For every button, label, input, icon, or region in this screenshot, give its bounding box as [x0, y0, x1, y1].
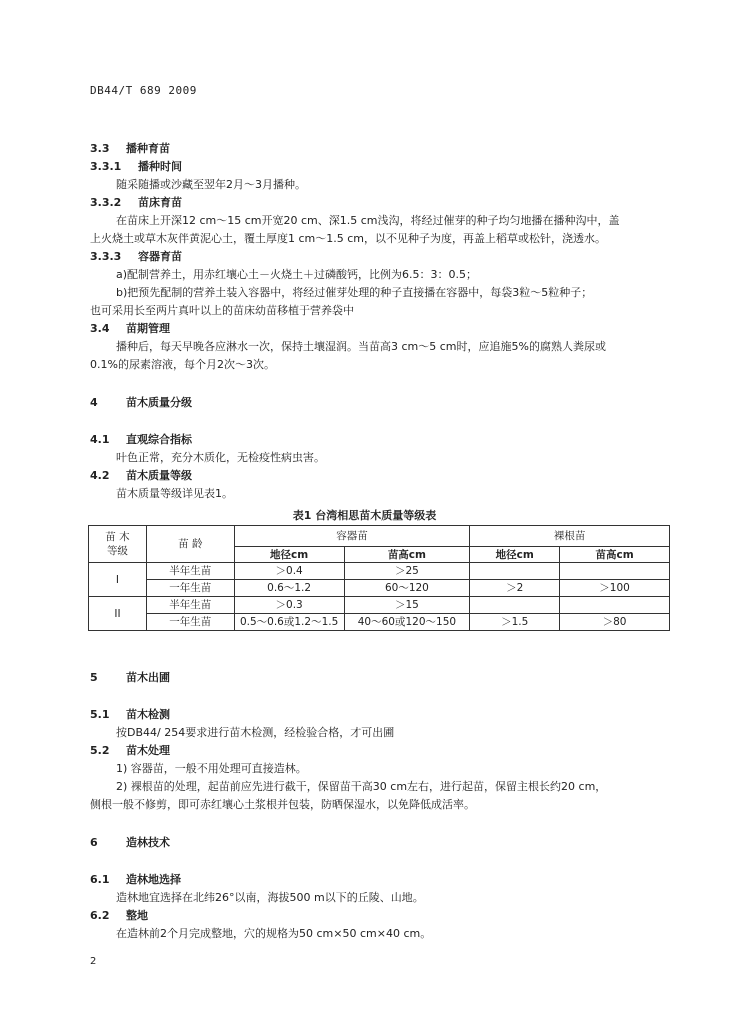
header-age: 苗 龄 [146, 526, 234, 563]
section-3-3-2-text-line1: 在苗床上开深12 cm～15 cm开宽20 cm、深1.5 cm浅沟，将经过催芽的种子均匀地播在播种沟中，盖 [116, 214, 620, 227]
section-5-2-item-1: 1) 容器苗，一般不用处理可直接造林。 [116, 762, 307, 775]
section-3-3-1-heading: 3.3.1 播种时间 [90, 160, 182, 173]
header-container-diameter: 地径cm [234, 547, 344, 563]
container-diameter-cell: ＞0.4 [234, 563, 344, 580]
header-bare-diameter: 地径cm [470, 547, 560, 563]
header-bare-height: 苗高cm [560, 547, 670, 563]
seedling-grade-table [88, 525, 670, 631]
bare-diameter-cell [470, 563, 560, 580]
section-3-4-text-line1: 播种后，每天早晚各应淋水一次，保持土壤湿润。当苗高3 cm～5 cm时，应追施5%的腐熟人粪尿或 [116, 340, 606, 353]
section-5-2-heading: 5.2 苗木处理 [90, 744, 170, 757]
section-5-1-heading: 5.1 苗木检测 [90, 708, 170, 721]
section-4-1-heading: 4.1 直观综合指标 [90, 433, 192, 446]
section-3-4-heading: 3.4 苗期管理 [90, 322, 170, 335]
header-container-seedling: 容器苗 [234, 526, 470, 547]
section-3-3-2-text-line2: 上火烧土或草木灰伴黄泥心土，覆土厚度1 cm～1.5 cm，以不见种子为度，再盖上稻草或松针，浇透水。 [90, 232, 607, 245]
section-4-heading: 4 苗木质量分级 [90, 396, 192, 409]
table-row [89, 580, 670, 597]
section-6-1-heading: 6.1 造林地选择 [90, 873, 181, 886]
header-container-height: 苗高cm [344, 547, 470, 563]
container-diameter-cell: ＞0.3 [234, 597, 344, 614]
section-4-1-text: 叶色正常，充分木质化，无检疫性病虫害。 [116, 451, 325, 464]
table-row [89, 614, 670, 631]
section-3-3-3-heading: 3.3.3 容器育苗 [90, 250, 182, 263]
age-cell: 半年生苗 [146, 563, 234, 580]
section-6-heading: 6 造林技术 [90, 836, 170, 849]
container-height-cell: ＞15 [344, 597, 470, 614]
page-number: 2 [90, 956, 97, 967]
table-row [89, 563, 670, 580]
section-3-3-3-item-b: b)把预先配制的营养土装入容器中，将经过催芽处理的种子直接播在容器中，每袋3粒～5粒种子； [116, 286, 593, 299]
section-6-2-heading: 6.2 整地 [90, 909, 148, 922]
age-cell: 一年生苗 [146, 580, 234, 597]
table-row [89, 597, 670, 614]
container-height-cell: 60～120 [344, 580, 470, 597]
grade-cell: II [89, 597, 147, 631]
section-3-3-3-item-b-cont: 也可采用长至两片真叶以上的苗床幼苗移植于营养袋中 [90, 304, 354, 317]
section-6-2-text: 在造林前2个月完成整地，穴的规格为50 cm×50 cm×40 cm。 [116, 927, 432, 940]
section-5-heading: 5 苗木出圃 [90, 671, 170, 684]
age-cell: 一年生苗 [146, 614, 234, 631]
container-height-cell: ＞25 [344, 563, 470, 580]
section-3-4-text-line2: 0.1%的尿素溶液，每个月2次～3次。 [90, 358, 275, 371]
grade-cell: I [89, 563, 147, 597]
table-caption: 表1 台湾相思苗木质量等级表 [292, 509, 437, 522]
section-4-2-text: 苗木质量等级详见表1。 [116, 487, 233, 500]
age-cell: 半年生苗 [146, 597, 234, 614]
section-5-1-text: 按DB44/ 254要求进行苗木检测，经检验合格，才可出圃 [116, 726, 395, 739]
header-grade: 苗 木 等级 [89, 526, 147, 563]
document-header: DB44/T 689 2009 [90, 84, 197, 97]
section-6-1-text: 造林地宜选择在北纬26°以南，海拔500 m以下的丘陵、山地。 [116, 891, 424, 904]
bare-height-cell: ＞100 [560, 580, 670, 597]
container-diameter-cell: 0.6～1.2 [234, 580, 344, 597]
bare-diameter-cell: ＞2 [470, 580, 560, 597]
bare-diameter-cell: ＞1.5 [470, 614, 560, 631]
section-3-3-2-heading: 3.3.2 苗床育苗 [90, 196, 182, 209]
container-height-cell: 40～60或120～150 [344, 614, 470, 631]
container-diameter-cell: 0.5～0.6或1.2～1.5 [234, 614, 344, 631]
section-4-2-heading: 4.2 苗木质量等级 [90, 469, 192, 482]
section-3-3-1-text: 随采随播或沙藏至翌年2月～3月播种。 [116, 178, 306, 191]
bare-height-cell [560, 597, 670, 614]
bare-diameter-cell [470, 597, 560, 614]
section-5-2-item-2-cont: 侧根一般不修剪，即可赤红壤心土浆根并包装，防晒保湿水，以免降低成活率。 [90, 798, 475, 811]
section-3-3-heading: 3.3 播种育苗 [90, 142, 170, 155]
header-bare-root-seedling: 裸根苗 [470, 526, 670, 547]
section-5-2-item-2: 2) 裸根苗的处理，起苗前应先进行截干，保留苗干高30 cm左右，进行起苗，保留主根长约20 cm， [116, 780, 607, 793]
bare-height-cell: ＞80 [560, 614, 670, 631]
section-3-3-3-item-a: a)配制营养土，用赤红壤心土－火烧土＋过磷酸钙，比例为6.5：3：0.5； [116, 268, 478, 281]
bare-height-cell [560, 563, 670, 580]
